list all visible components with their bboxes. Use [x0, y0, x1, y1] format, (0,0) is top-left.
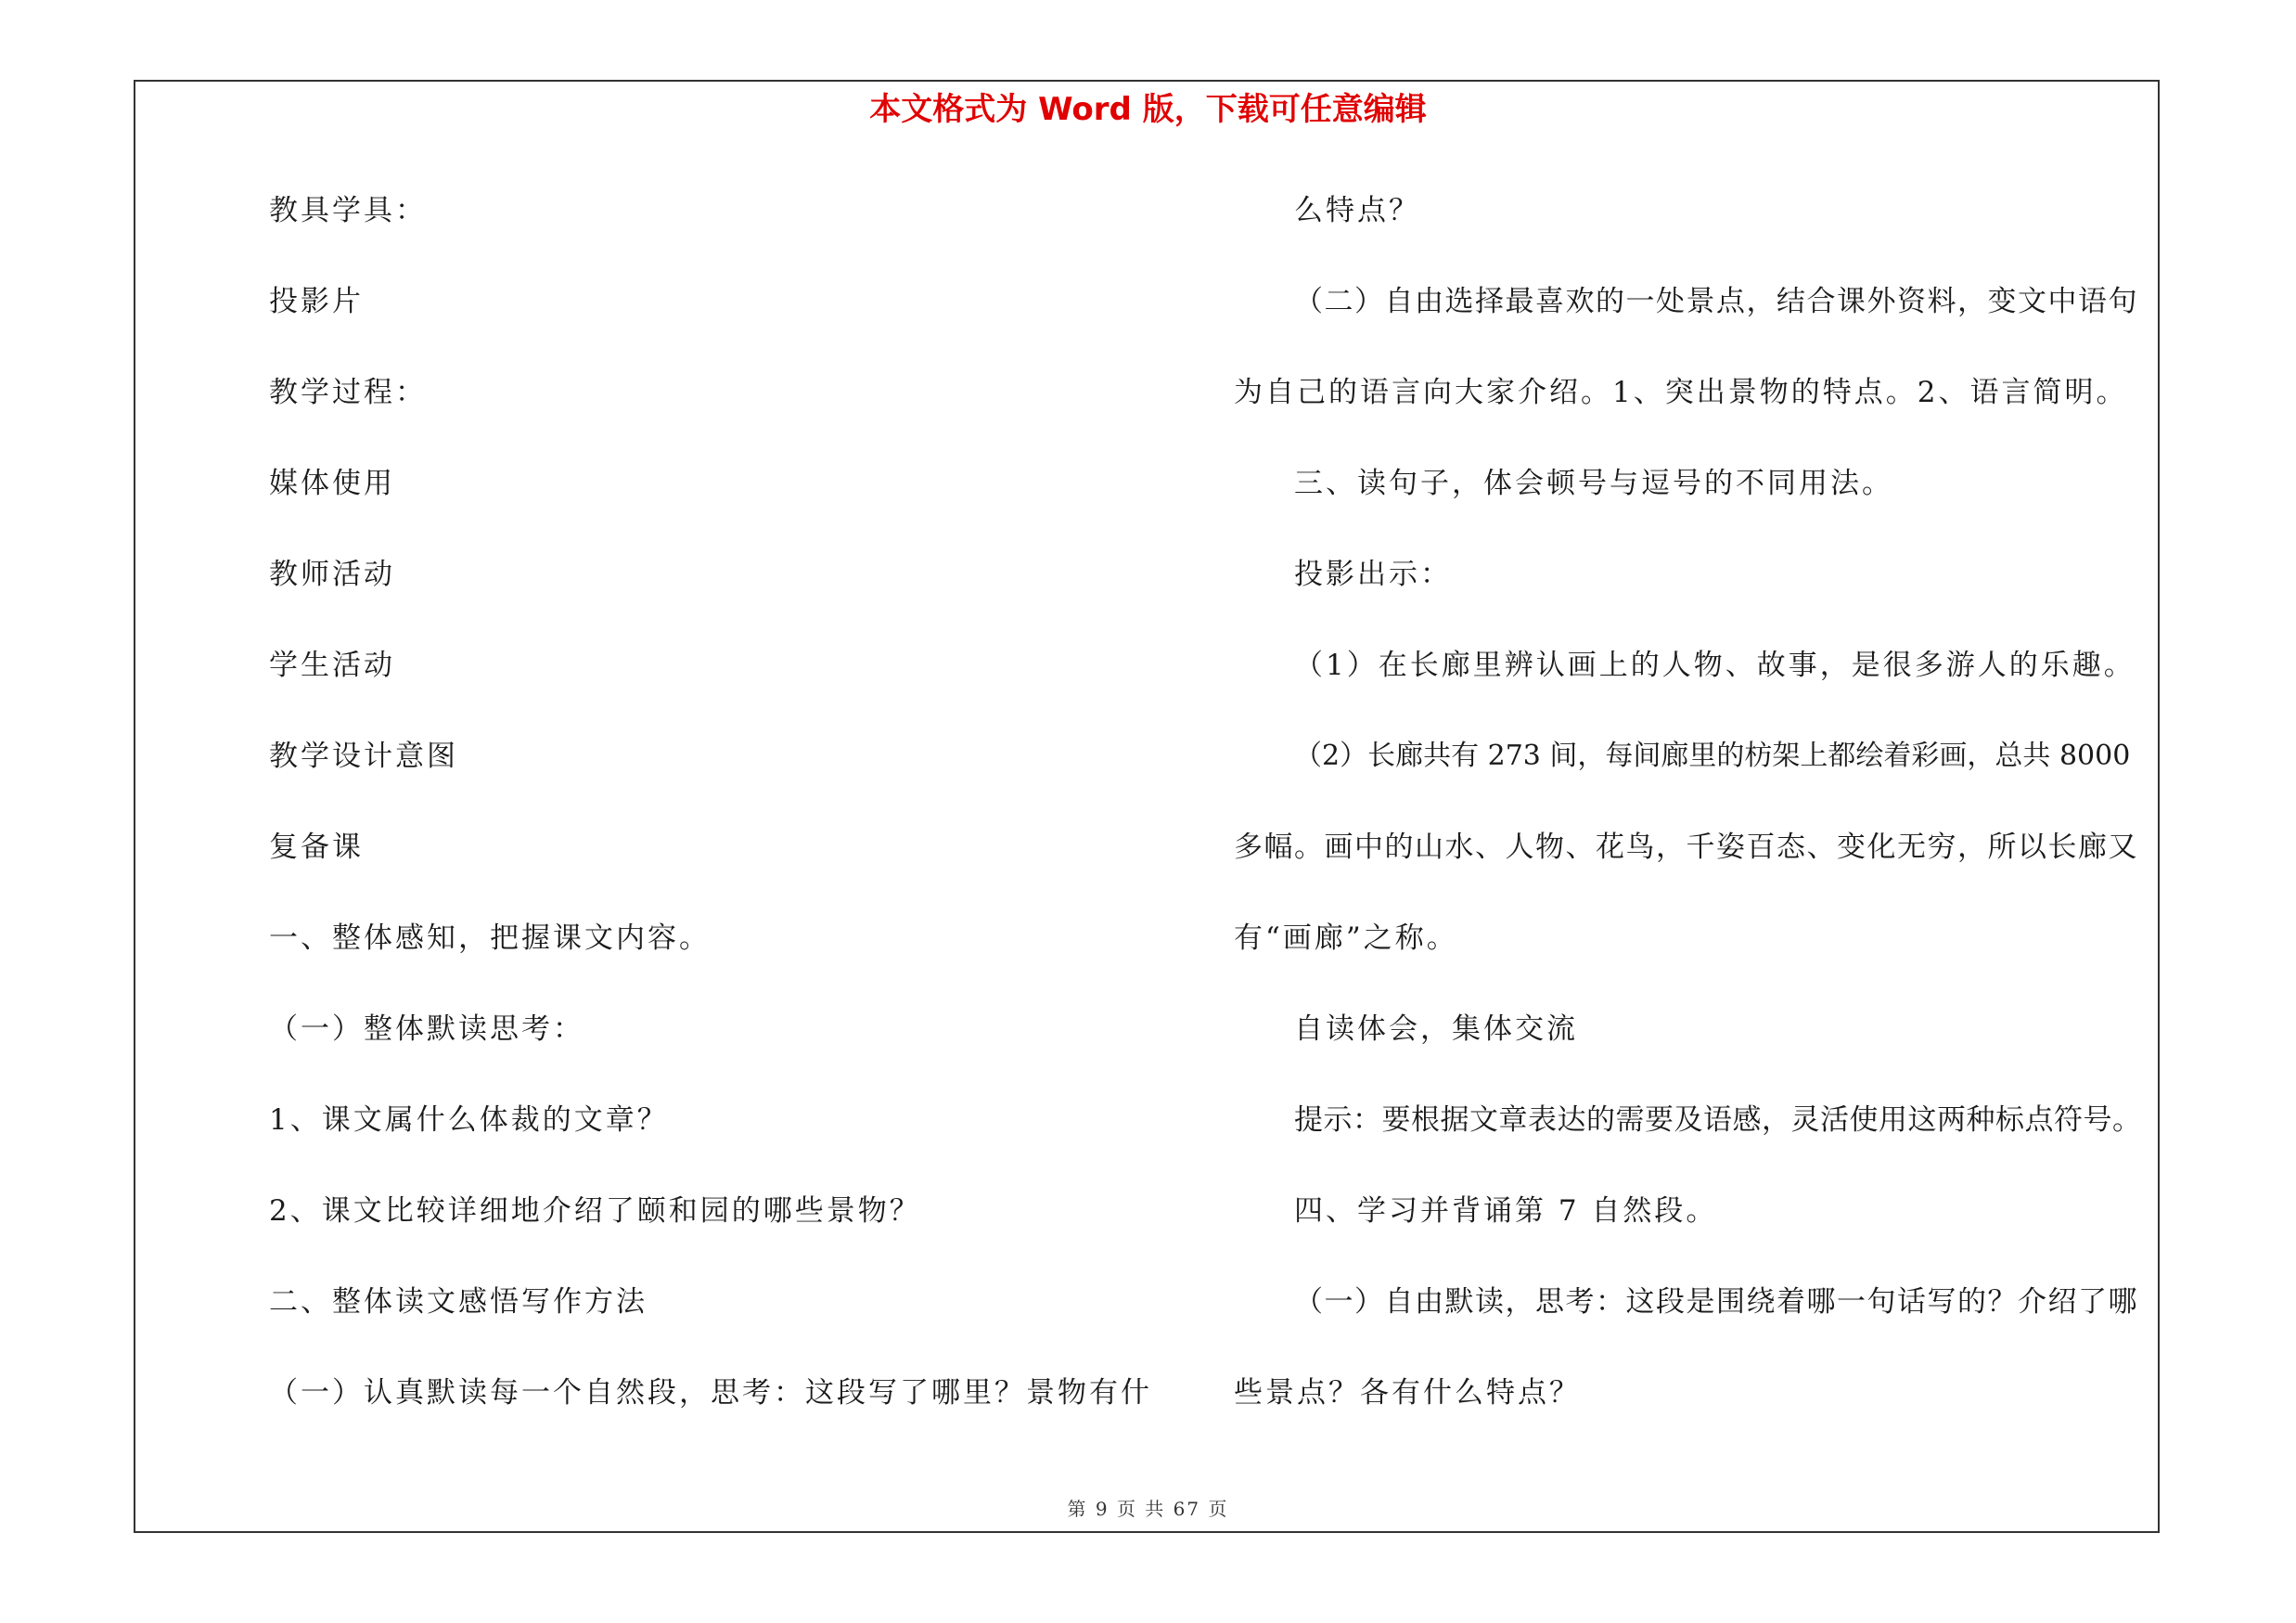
- text-line: 投影出示：: [1294, 558, 1452, 591]
- text-line: 多幅。画中的山水、人物、花鸟，千姿百态、变化无穷，所以长廊又: [1234, 831, 2138, 864]
- text-line: 学生活动: [269, 649, 395, 682]
- text-line: （一）整体默读思考：: [269, 1012, 584, 1046]
- text-line: 1、课文属什么体裁的文章？: [269, 1103, 669, 1137]
- page-number-footer: 第 9 页 共 67 页: [1067, 1498, 1229, 1520]
- text-line: 2、课文比较详细地介绍了颐和园的哪些景物？: [269, 1194, 921, 1228]
- text-line: （二）自由选择最喜欢的一处景点，结合课外资料，变文中语句: [1294, 285, 2138, 318]
- text-line: 教师活动: [269, 558, 395, 591]
- text-line: （2）长廊共有 273 间，每间廊里的枋架上都绘着彩画，总共 8000: [1294, 740, 2131, 772]
- text-line: 有“画廊”之称。: [1234, 921, 1458, 955]
- text-line: 二、整体读文感悟写作方法: [269, 1285, 648, 1319]
- text-line: 三、读句子，体会顿号与逗号的不同用法。: [1294, 467, 1893, 500]
- text-line: 复备课: [269, 831, 364, 864]
- text-line: 教学过程：: [269, 376, 427, 409]
- text-line: 教具学具：: [269, 194, 427, 227]
- text-line: 么特点？: [1294, 194, 1420, 227]
- text-line: （一）自由默读，思考：这段是围绕着哪一句话写的？介绍了哪: [1294, 1285, 2138, 1319]
- text-line: 投影片: [269, 285, 364, 318]
- text-line: （一）认真默读每一个自然段，思考：这段写了哪里？景物有什: [269, 1376, 1152, 1410]
- text-line: 自读体会，集体交流: [1294, 1012, 1578, 1046]
- text-line: 提示：要根据文章表达的需要及语感，灵活使用这两种标点符号。: [1294, 1103, 2142, 1137]
- text-line: 些景点？各有什么特点？: [1234, 1376, 1581, 1410]
- text-line: 媒体使用: [269, 467, 395, 500]
- text-line: （1）在长廊里辨认画上的人物、故事，是很多游人的乐趣。: [1294, 649, 2136, 682]
- text-line: 教学设计意图: [269, 740, 458, 773]
- text-line: 为自己的语言向大家介绍。1、突出景物的特点。2、语言简明。: [1234, 376, 2128, 409]
- format-notice-header: 本文格式为 Word 版，下载可任意编辑: [869, 91, 1427, 128]
- text-line: 四、学习并背诵第 7 自然段。: [1294, 1194, 1718, 1228]
- text-line: 一、整体感知，把握课文内容。: [269, 921, 711, 955]
